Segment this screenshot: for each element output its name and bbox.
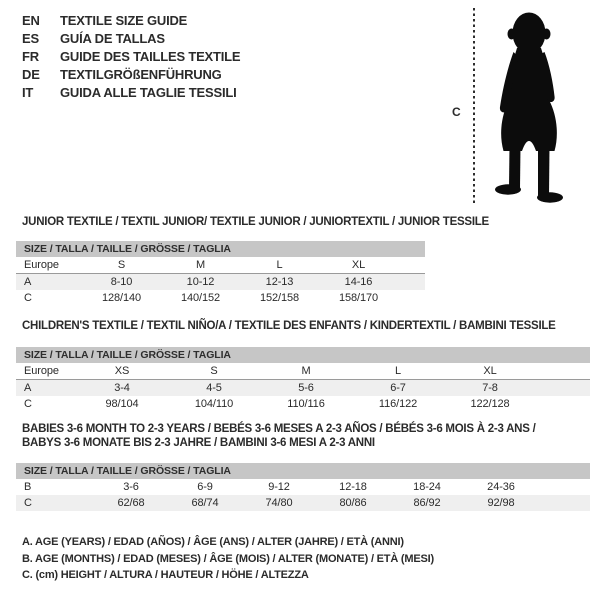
age-cell: 6-9 bbox=[197, 481, 213, 493]
height-cell: 110/116 bbox=[287, 398, 325, 410]
height-cell: 122/128 bbox=[470, 398, 510, 410]
table-row-age bbox=[16, 274, 425, 290]
row-label: C bbox=[24, 497, 32, 509]
age-cell: 5-6 bbox=[298, 382, 314, 394]
height-cell: 98/104 bbox=[105, 398, 139, 410]
size-cell: M bbox=[301, 365, 311, 377]
age-cell: 7-8 bbox=[482, 382, 498, 394]
age-cell: 3-6 bbox=[123, 481, 139, 493]
age-cell: 18-24 bbox=[413, 481, 441, 493]
junior-section-title: JUNIOR TEXTILE / TEXTIL JUNIOR/ TEXTILE JUNIOR / JUNIORTEXTIL / JUNIOR TESSILE bbox=[22, 216, 489, 228]
height-cell: 158/170 bbox=[338, 292, 379, 304]
row-label: A bbox=[24, 382, 32, 394]
age-cell: 6-7 bbox=[390, 382, 406, 394]
baby-silhouette-icon bbox=[482, 6, 572, 206]
height-cell: 80/86 bbox=[339, 497, 367, 509]
babies-size-table bbox=[16, 463, 590, 511]
age-cell: 8-10 bbox=[110, 276, 133, 288]
table-row-height bbox=[16, 396, 590, 412]
age-cell: 12-13 bbox=[265, 276, 294, 288]
height-cell: 104/110 bbox=[194, 398, 234, 410]
language-row-fr bbox=[22, 48, 240, 66]
table-row-height bbox=[16, 290, 425, 306]
size-cell: S bbox=[117, 259, 126, 271]
children-section-title: CHILDREN'S TEXTILE / TEXTIL NIÑO/A / TEXTILE DES ENFANTS / KINDERTEXTIL / BAMBINI TESSILE bbox=[22, 320, 556, 332]
height-cell: 140/152 bbox=[180, 292, 221, 304]
language-title-block bbox=[22, 12, 240, 102]
size-cell: S bbox=[210, 365, 218, 377]
size-cell: L bbox=[276, 259, 283, 271]
table-row-age bbox=[16, 380, 590, 396]
language-row-de bbox=[22, 66, 240, 84]
babies-section-title-line2: BABYS 3-6 MONATE BIS 2-3 JAHRE / BAMBINI 3-6 MESI A 2-3 ANNI bbox=[22, 437, 375, 449]
age-cell: 14-16 bbox=[344, 276, 373, 288]
size-header-bar: SIZE / TALLA / TAILLE / GRÖSSE / TAGLIA bbox=[16, 463, 590, 479]
guide-title: TEXTILGRÖßENFÜHRUNG bbox=[60, 67, 222, 82]
size-cell: XS bbox=[114, 365, 130, 377]
guide-title: GUIDA ALLE TAGLIE TESSILI bbox=[60, 85, 237, 100]
babies-section-title-line1: BABIES 3-6 MONTH TO 2-3 YEARS / BEBÉS 3-6 MESES A 2-3 AÑOS / BÉBÉS 3-6 MOIS À 2-3 ANS / bbox=[22, 423, 536, 435]
age-cell: 24-36 bbox=[487, 481, 515, 493]
row-label: Europe bbox=[24, 259, 59, 271]
guide-title: TEXTILE SIZE GUIDE bbox=[60, 13, 188, 28]
language-code: ES bbox=[22, 31, 39, 46]
legend-height-cm: C. (cm) HEIGHT / ALTURA / HAUTEUR / HÖHE / ALTEZZA bbox=[22, 569, 309, 581]
row-label: A bbox=[24, 276, 32, 288]
age-cell: 12-18 bbox=[339, 481, 367, 493]
age-cell: 10-12 bbox=[186, 276, 215, 288]
children-section bbox=[16, 319, 590, 412]
height-cell: 68/74 bbox=[191, 497, 219, 509]
height-cell: 152/158 bbox=[259, 292, 300, 304]
row-label: Europe bbox=[24, 365, 59, 377]
height-cell: 86/92 bbox=[413, 497, 441, 509]
row-label: C bbox=[24, 292, 32, 304]
language-row-it bbox=[22, 84, 240, 102]
guide-title: GUÍA DE TALLAS bbox=[60, 31, 165, 46]
size-header-bar: SIZE / TALLA / TAILLE / GRÖSSE / TAGLIA bbox=[16, 241, 425, 257]
height-cell: 116/122 bbox=[378, 398, 418, 410]
language-code: DE bbox=[22, 67, 40, 82]
babies-section bbox=[16, 422, 590, 511]
table-row-height bbox=[16, 495, 590, 511]
language-code: IT bbox=[22, 85, 34, 100]
row-label: C bbox=[24, 398, 32, 410]
table-row-age-months bbox=[16, 479, 590, 495]
legend-age-months: B. AGE (MONTHS) / EDAD (MESES) / ÂGE (MOIS) / ALTER (MONATE) / ETÀ (MESI) bbox=[22, 552, 434, 565]
language-code: FR bbox=[22, 49, 39, 64]
age-cell: 3-4 bbox=[114, 382, 130, 394]
table-row-europe bbox=[16, 363, 590, 380]
height-dotted-line bbox=[473, 8, 475, 206]
size-cell: XL bbox=[483, 365, 497, 377]
size-header-bar: SIZE / TALLA / TAILLE / GRÖSSE / TAGLIA bbox=[16, 347, 590, 363]
legend-block bbox=[16, 534, 434, 584]
junior-size-table bbox=[16, 241, 425, 306]
height-measure-label: C bbox=[452, 105, 461, 119]
height-cell: 128/140 bbox=[101, 292, 142, 304]
size-cell: L bbox=[394, 365, 402, 377]
height-cell: 74/80 bbox=[265, 497, 293, 509]
row-label: B bbox=[24, 481, 32, 493]
size-cell: M bbox=[195, 259, 206, 271]
height-cell: 92/98 bbox=[487, 497, 515, 509]
junior-section bbox=[16, 215, 489, 306]
language-row-es bbox=[22, 30, 240, 48]
height-cell: 62/68 bbox=[117, 497, 145, 509]
guide-title: GUIDE DES TAILLES TEXTILE bbox=[60, 49, 241, 64]
language-code: EN bbox=[22, 13, 40, 28]
language-row-en bbox=[22, 12, 240, 30]
legend-age-years: A. AGE (YEARS) / EDAD (AÑOS) / ÂGE (ANS) / ALTER (JAHRE) / ETÀ (ANNI) bbox=[22, 536, 404, 548]
size-cell: XL bbox=[351, 259, 366, 271]
age-cell: 9-12 bbox=[268, 481, 290, 493]
children-size-table bbox=[16, 347, 590, 412]
age-cell: 4-5 bbox=[206, 382, 222, 394]
table-row-europe bbox=[16, 257, 425, 274]
